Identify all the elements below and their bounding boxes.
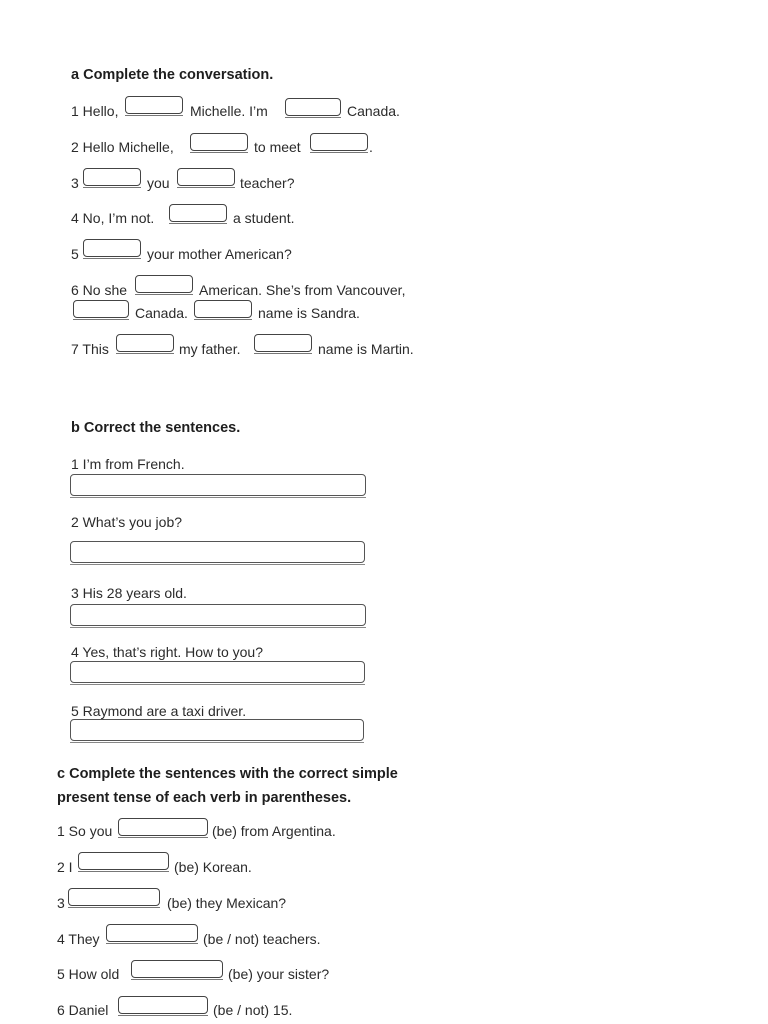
b2-text: 2 What’s you job? [71, 514, 183, 530]
c5-text-2: (be) your sister? [228, 966, 330, 982]
a5-blank-1[interactable] [83, 239, 141, 257]
a5-text: 5 [71, 246, 79, 262]
b5-answer[interactable] [70, 719, 364, 741]
a7-text-2: my father. [179, 341, 241, 357]
a5-text-2: your mother American? [147, 246, 292, 262]
a2-text-3: . [369, 139, 373, 155]
c2-text: 2 I [57, 859, 73, 875]
c1-blank[interactable] [118, 818, 208, 836]
a7-blank-2[interactable] [254, 334, 312, 352]
c1-text: 1 So you [57, 823, 113, 839]
a1-text-3: Canada. [347, 103, 400, 119]
a6-blank-2[interactable] [73, 300, 129, 318]
a7-blank-1[interactable] [116, 334, 174, 352]
a4-text: 4 No, I’m not. [71, 210, 155, 226]
a2-blank-2[interactable] [310, 133, 368, 151]
c3-blank[interactable] [68, 888, 160, 906]
c6-text: 6 Daniel [57, 1002, 109, 1018]
c3-text-2: (be) they Mexican? [167, 895, 287, 911]
section-c-heading-2: present tense of each verb in parentheses. [57, 790, 352, 806]
c4-blank[interactable] [106, 924, 198, 942]
a3-text: 3 [71, 175, 79, 191]
b1-answer[interactable] [70, 474, 366, 496]
a2-text: 2 Hello Michelle, [71, 139, 174, 155]
a1-blank-2[interactable] [285, 98, 341, 116]
a4-text-2: a student. [233, 210, 295, 226]
a6-text-2: American. She’s from Vancouver, [199, 282, 406, 298]
c3-text: 3 [57, 895, 65, 911]
c2-blank[interactable] [78, 852, 169, 870]
a6-text-4: name is Sandra. [258, 305, 360, 321]
a1-text-2: Michelle. I’m [190, 103, 268, 119]
a6-text-3: Canada. [135, 305, 188, 321]
b5-text: 5 Raymond are a taxi driver. [71, 703, 247, 719]
section-a-heading: a Complete the conversation. [71, 67, 274, 83]
a1-text: 1 Hello, [71, 103, 119, 119]
a7-text: 7 This [71, 341, 109, 357]
a3-blank-2[interactable] [177, 168, 235, 186]
a6-blank-3[interactable] [194, 300, 252, 318]
b2-answer[interactable] [70, 541, 365, 563]
b1-text: 1 I’m from French. [71, 456, 185, 472]
c4-text-2: (be / not) teachers. [203, 931, 321, 947]
a3-text-2: you [147, 175, 170, 191]
c1-text-2: (be) from Argentina. [212, 823, 336, 839]
a1-blank-1[interactable] [125, 96, 183, 114]
b3-answer[interactable] [70, 604, 366, 626]
b4-text: 4 Yes, that’s right. How to you? [71, 644, 263, 660]
b4-answer[interactable] [70, 661, 365, 683]
c2-text-2: (be) Korean. [174, 859, 252, 875]
a2-blank-1[interactable] [190, 133, 248, 151]
a3-text-3: teacher? [240, 175, 295, 191]
section-b-heading: b Correct the sentences. [71, 420, 241, 436]
c6-blank[interactable] [118, 996, 208, 1014]
c6-text-2: (be / not) 15. [213, 1002, 293, 1018]
c5-blank[interactable] [131, 960, 223, 978]
a6-blank-1[interactable] [135, 275, 193, 293]
a7-text-3: name is Martin. [318, 341, 414, 357]
a3-blank-1[interactable] [83, 168, 141, 186]
c5-text: 5 How old [57, 966, 120, 982]
a6-text: 6 No she [71, 282, 128, 298]
a4-blank-1[interactable] [169, 204, 227, 222]
section-c-heading-1: c Complete the sentences with the correct simple [57, 766, 398, 782]
b3-text: 3 His 28 years old. [71, 585, 187, 601]
c4-text: 4 They [57, 931, 100, 947]
a2-text-2: to meet [254, 139, 301, 155]
